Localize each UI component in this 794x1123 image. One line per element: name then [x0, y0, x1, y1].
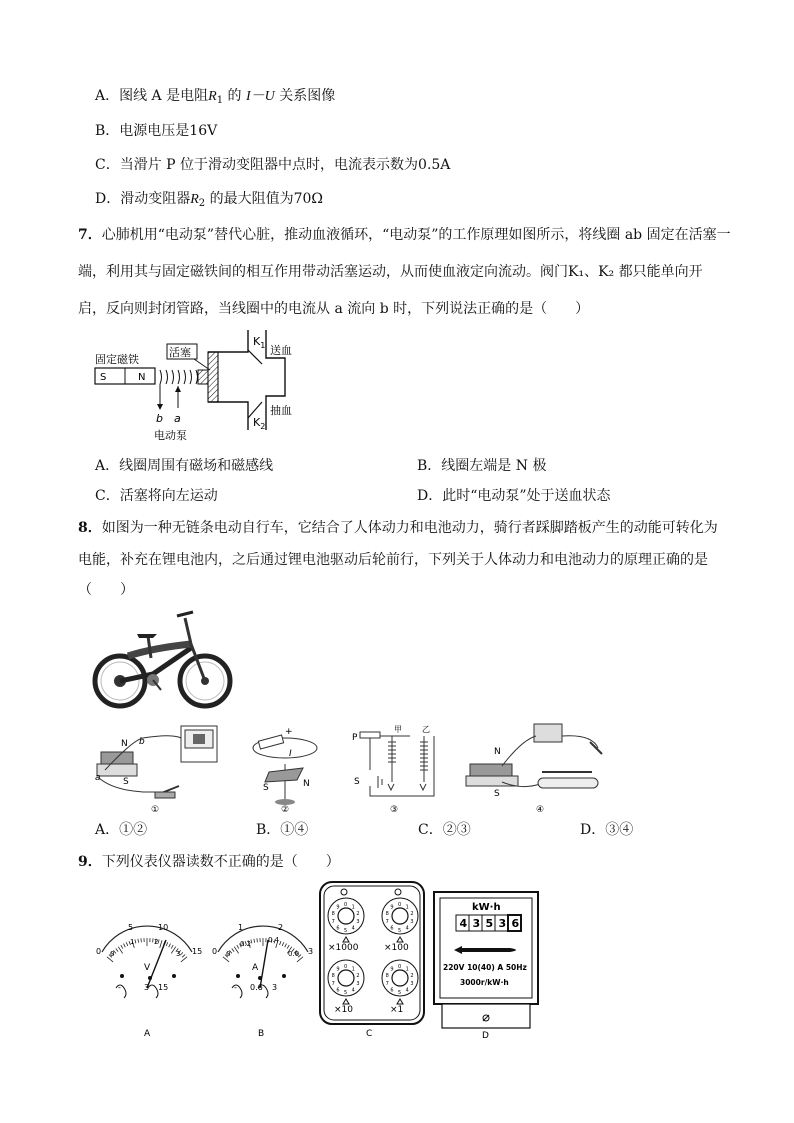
- q6-option-a: A．图线 A 是电阻$R_1$ 的 I－U 关系图像: [95, 88, 336, 106]
- dial-digit: 6: [336, 987, 340, 994]
- dial-digit: 9: [336, 966, 340, 973]
- q9-voltmeter: [92, 918, 202, 1038]
- svg-text:0: 0: [96, 947, 102, 956]
- svg-text:3: 3: [308, 947, 314, 956]
- q9-caption-a: A: [144, 1029, 151, 1039]
- dial-digit: 8: [331, 972, 335, 979]
- q8-diagram-4: [462, 720, 610, 815]
- meter-tick: [254, 939, 255, 943]
- meter-tick: [282, 942, 284, 946]
- dial-digit: 9: [390, 966, 394, 973]
- meter-tick: [171, 945, 173, 948]
- svg-text:×100: ×100: [384, 943, 409, 953]
- q8-bicycle-image: [93, 608, 233, 708]
- svg-text:+: +: [285, 727, 293, 737]
- meter-tick: [169, 944, 171, 948]
- svg-text:N: N: [303, 779, 310, 789]
- svg-text:P: P: [352, 733, 358, 743]
- svg-text:0.6: 0.6: [250, 983, 263, 992]
- svg-text:×1000: ×1000: [328, 943, 359, 953]
- svg-text:2: 2: [278, 923, 284, 932]
- q7-option-d: D．此时“电动泵”处于送血状态: [417, 488, 611, 504]
- svg-text:1: 1: [130, 938, 135, 946]
- meter-tick: [181, 957, 187, 962]
- dial-digit: 7: [385, 981, 389, 988]
- meter-tick: [116, 948, 118, 951]
- q6-option-c: C．当滑片 P 位于滑动变阻器中点时，电流表示数为0.5A: [95, 157, 451, 173]
- svg-text:S: S: [354, 777, 360, 787]
- q8-label-3: ③: [390, 805, 399, 815]
- dial-digit: 2: [410, 910, 414, 917]
- svg-text:S: S: [494, 789, 500, 799]
- q7-stem-line3: 启，反向则封闭管路，当线圈中的电流从 a 流向 b 时，下列说法正确的是（ ）: [78, 301, 590, 317]
- q9-number: 9．: [78, 854, 102, 870]
- dial-digit: 5: [344, 990, 348, 996]
- dial-digit: 5: [398, 990, 402, 996]
- svg-text:I: I: [289, 749, 292, 759]
- meter-digit: 4: [459, 917, 468, 930]
- meter-tick: [160, 940, 162, 948]
- meter-digit: 3: [472, 917, 481, 930]
- dial-digit: 0: [398, 964, 402, 970]
- meter-tick: [287, 945, 289, 948]
- q7-option-a: A．线圈周围有磁场和磁感线: [95, 458, 274, 474]
- q7-label-pump: 电动泵: [154, 429, 187, 442]
- q7-number: 7．: [78, 227, 102, 243]
- dial-digit: 0: [398, 902, 402, 908]
- q8-number: 8．: [78, 520, 102, 536]
- q8-stem-line1: 8．如图为一种无链条电动自行车，它结合了人体动力和电池动力，骑行者踩脚踏板产生的动能可转化为: [78, 520, 718, 536]
- q8-label-1: ①: [151, 805, 160, 815]
- meter-tick: [182, 955, 185, 958]
- q7-option-c: C．活塞将向左运动: [95, 488, 218, 504]
- svg-text:3: 3: [272, 983, 278, 992]
- svg-text:5: 5: [128, 923, 134, 932]
- svg-text:S: S: [123, 777, 129, 787]
- dial-digit: 1: [405, 904, 409, 911]
- dial-digit: 0: [344, 902, 348, 908]
- dial-digit: 0: [344, 964, 348, 970]
- svg-text:K2: $K_2$: [253, 416, 266, 431]
- q7-label-chouxue: 抽血: [270, 404, 292, 417]
- q7-label-b: b: [156, 412, 163, 425]
- dial-digit: 3: [410, 919, 414, 926]
- q8-option-b: B．①④: [256, 822, 309, 838]
- dial-digit: 4: [405, 925, 409, 932]
- meter-tick: [280, 941, 281, 945]
- svg-text:K1: $K_1$: [253, 335, 266, 350]
- svg-text:0: 0: [226, 950, 231, 958]
- q7-label-songxue: 送血: [270, 344, 292, 357]
- meter-tick: [138, 939, 139, 943]
- dial-digit: 1: [351, 904, 355, 911]
- meter-tick: [166, 942, 168, 946]
- dial-digit: 8: [385, 910, 389, 917]
- svg-text:0.6: 0.6: [288, 950, 300, 958]
- dial-digit: 4: [405, 987, 409, 994]
- svg-text:V: V: [144, 963, 151, 973]
- meter-tick: [126, 942, 128, 946]
- q8-diagram-3: [350, 720, 440, 815]
- dial-digit: 7: [331, 919, 335, 926]
- q9-caption-c: C: [366, 1029, 373, 1039]
- meter-tick: [232, 948, 234, 951]
- q9-caption-b: B: [258, 1029, 265, 1039]
- q9-energy-meter: [432, 890, 544, 1040]
- svg-text:N: N: [121, 739, 128, 749]
- svg-text:-: -: [234, 983, 237, 992]
- dial-digit: 4: [351, 925, 355, 932]
- dial-digit: 9: [336, 904, 340, 911]
- q7-stem-line2: 端，利用其与固定磁铁间的相互作用带动活塞运动，从而使血液定向流动。阀门K₁、K₂ 都只能单向开: [78, 264, 703, 280]
- svg-text:×10: ×10: [334, 1005, 353, 1015]
- svg-text:3: 3: [176, 950, 181, 958]
- svg-text:N: N: [494, 747, 501, 757]
- meter-tick: [123, 944, 125, 948]
- dial-digit: 5: [344, 928, 348, 934]
- q9-resistance-box: [318, 880, 428, 1040]
- svg-text:3: 3: [144, 983, 150, 992]
- svg-text:A: A: [252, 963, 259, 973]
- dial-digit: 3: [356, 981, 360, 988]
- dial-digit: 6: [336, 925, 340, 932]
- svg-text:×1: ×1: [390, 1005, 404, 1015]
- dial-digit: 9: [390, 904, 394, 911]
- dial-digit: 8: [331, 910, 335, 917]
- dial-digit: 5: [398, 928, 402, 934]
- q8-diagram-2: [245, 720, 325, 815]
- svg-text:0.2: 0.2: [240, 940, 252, 948]
- svg-text:2: 2: [154, 938, 159, 946]
- q7-stem-line1: 7．心肺机用“电动泵”替代心脏，推动血液循环，“电动泵”的工作原理如图所示，将线圈 ab 固定在活塞一: [78, 227, 731, 243]
- meter-digit: 3: [498, 917, 507, 930]
- svg-text:10: 10: [158, 923, 169, 932]
- svg-text:甲: 甲: [394, 725, 402, 734]
- q8-label-2: ②: [281, 805, 290, 815]
- dial-digit: 1: [351, 966, 355, 973]
- dial-digit: 3: [410, 981, 414, 988]
- meter-tick: [135, 939, 136, 943]
- svg-text:220V 10(40) A 50Hz: 220V 10(40) A 50Hz: [443, 963, 527, 972]
- q6-option-d: D．滑动变阻器$R_2$ 的最大阻值为70Ω: [95, 191, 324, 209]
- svg-text:1: 1: [238, 923, 244, 932]
- q7-pump-figure: [90, 330, 320, 448]
- dial-digit: 3: [356, 919, 360, 926]
- svg-text:b: b: [139, 737, 145, 747]
- svg-text:15: 15: [192, 947, 203, 956]
- dial-digit: 8: [385, 972, 389, 979]
- dial-digit: 6: [390, 987, 394, 994]
- dial-digit: 2: [410, 972, 414, 979]
- q9-ammeter: [208, 918, 318, 1038]
- svg-text:-: -: [118, 983, 121, 992]
- q7-option-b: B．线圈左端是 N 极: [417, 458, 547, 474]
- svg-text:0.4: 0.4: [268, 936, 280, 944]
- q8-option-c: C．②③: [418, 822, 471, 838]
- q8-label-4: ④: [536, 805, 545, 815]
- dial-digit: 4: [351, 987, 355, 994]
- meter-tick: [121, 945, 123, 948]
- q6-option-b: B．电源电压是16V: [95, 123, 218, 139]
- q8-option-d: D．③④: [580, 822, 634, 838]
- svg-text:0: 0: [110, 950, 115, 958]
- svg-text:0: 0: [212, 947, 218, 956]
- q7-label-k1: K: [253, 335, 261, 348]
- q7-magnet-s: S: [100, 372, 107, 383]
- dial-digit: 6: [390, 925, 394, 932]
- q7-magnet-n: N: [138, 372, 146, 383]
- q7-label-k2: K: [253, 416, 261, 429]
- meter-tick: [237, 945, 239, 948]
- dial-digit: 7: [385, 919, 389, 926]
- svg-text:15: 15: [158, 983, 169, 992]
- meter-digit: 6: [511, 917, 520, 930]
- svg-text:kW·h: kW·h: [472, 902, 501, 913]
- q9-caption-d: D: [482, 1031, 489, 1041]
- meter-tick: [285, 944, 287, 948]
- q8-stem-line2: 电能，补充在锂电池内，之后通过锂电池驱动后轮前行，下列关于人体动力和电池动力的原理正确的是: [78, 552, 708, 568]
- meter-tick: [180, 952, 183, 955]
- meter-digit: 5: [485, 917, 494, 930]
- q9-stem: 9．下列仪表仪器读数不正确的是（ ）: [78, 854, 340, 870]
- svg-text:3000r/kW·h: 3000r/kW·h: [460, 978, 509, 987]
- dial-digit: 2: [356, 910, 360, 917]
- dial-digit: 7: [331, 981, 335, 988]
- dial-digit: 1: [405, 966, 409, 973]
- svg-text:乙: 乙: [422, 725, 430, 734]
- q8-option-a: A．①②: [95, 822, 148, 838]
- dial-digit: 2: [356, 972, 360, 979]
- q8-diagram-1: [93, 720, 223, 815]
- q7-label-magnet: 固定磁铁: [95, 353, 139, 366]
- q8-stem-line3: （ ）: [78, 582, 134, 598]
- q7-label-a: a: [174, 412, 181, 425]
- q7-label-piston: 活塞: [169, 346, 191, 359]
- svg-text:a: a: [95, 773, 101, 783]
- svg-text:S: S: [263, 783, 269, 793]
